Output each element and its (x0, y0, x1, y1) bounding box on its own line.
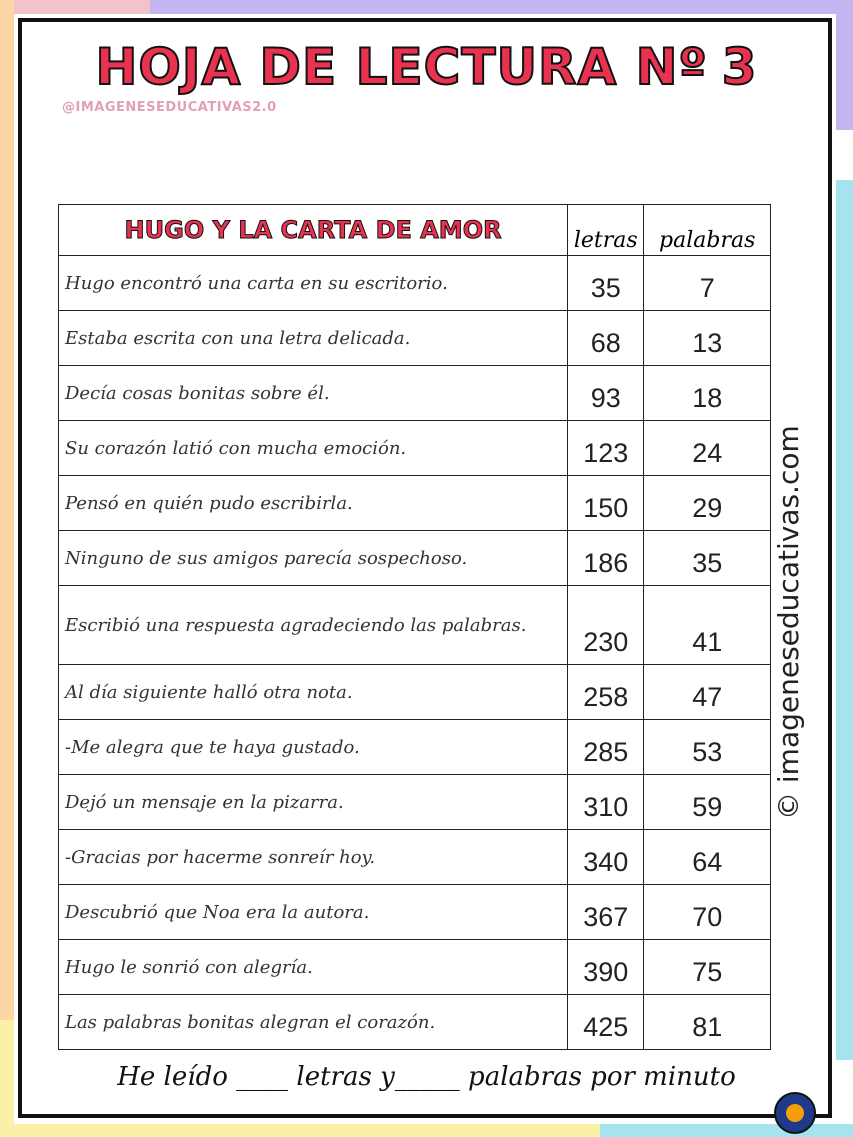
letters-count: 123 (568, 421, 644, 476)
sentence-cell: Decía cosas bonitas sobre él. (59, 366, 568, 421)
table-row (59, 366, 771, 421)
words-count: 29 (644, 476, 771, 531)
sentence-cell: Hugo le sonrió con alegría. (59, 940, 568, 995)
letters-count: 35 (568, 256, 644, 311)
watermark-site: © imageneseducativas.com (772, 425, 805, 820)
letters-count: 230 (568, 586, 644, 665)
words-count: 7 (644, 256, 771, 311)
sentence-cell: Pensó en quién pudo escribirla. (59, 476, 568, 531)
border-band-left-peach (0, 0, 14, 1020)
table-row (59, 256, 771, 311)
words-count: 47 (644, 665, 771, 720)
sentence-cell: Hugo encontró una carta en su escritorio. (59, 256, 568, 311)
words-count: 75 (644, 940, 771, 995)
reading-table (58, 204, 771, 1050)
letters-count: 340 (568, 830, 644, 885)
sentence-cell: -Gracias por hacerme sonreír hoy. (59, 830, 568, 885)
letters-count: 310 (568, 775, 644, 830)
letters-count: 93 (568, 366, 644, 421)
border-band-right-blue (836, 180, 853, 1060)
letters-count: 367 (568, 885, 644, 940)
words-count: 70 (644, 885, 771, 940)
letters-count: 390 (568, 940, 644, 995)
sentence-cell: -Me alegra que te haya gustado. (59, 720, 568, 775)
table-row (59, 775, 771, 830)
title-number: 3 (721, 38, 758, 96)
words-column-header: palabras (644, 205, 771, 256)
table-row (59, 311, 771, 366)
border-band-top-purple (150, 0, 853, 14)
table-row (59, 885, 771, 940)
sentence-cell: Escribió una respuesta agradeciendo las palabras. (59, 586, 568, 665)
words-count: 41 (644, 586, 771, 665)
table-body (59, 256, 771, 1050)
letters-count: 186 (568, 531, 644, 586)
table-row (59, 720, 771, 775)
letters-count: 258 (568, 665, 644, 720)
sentence-cell: Su corazón latió con mucha emoción. (59, 421, 568, 476)
sentence-cell: Ninguno de sus amigos parecía sospechoso. (59, 531, 568, 586)
reading-speed-line: He leído ____ letras y_____ palabras por minuto (117, 1062, 736, 1092)
words-count: 64 (644, 830, 771, 885)
sentence-cell: Estaba escrita con una letra delicada. (59, 311, 568, 366)
sentence-cell: Al día siguiente halló otra nota. (59, 665, 568, 720)
border-band-bottom-yellow (0, 1124, 600, 1137)
story-title: HUGO Y LA CARTA DE AMOR (59, 205, 568, 256)
page-title (0, 38, 853, 96)
table-row (59, 586, 771, 665)
words-count: 53 (644, 720, 771, 775)
sentence-cell: Descubrió que Noa era la autora. (59, 885, 568, 940)
words-count: 24 (644, 421, 771, 476)
letters-count: 68 (568, 311, 644, 366)
words-count: 81 (644, 995, 771, 1050)
letters-count: 285 (568, 720, 644, 775)
table-row (59, 421, 771, 476)
words-count: 59 (644, 775, 771, 830)
table-row (59, 995, 771, 1050)
table-row (59, 476, 771, 531)
table-row (59, 665, 771, 720)
sentence-cell: Las palabras bonitas alegran el corazón. (59, 995, 568, 1050)
letters-count: 150 (568, 476, 644, 531)
words-count: 13 (644, 311, 771, 366)
title-text: HOJA DE LECTURA Nº (95, 38, 708, 96)
sentence-cell: Dejó un mensaje en la pizarra. (59, 775, 568, 830)
table-row (59, 940, 771, 995)
table-row (59, 531, 771, 586)
table-row (59, 830, 771, 885)
border-band-bottom-blue (600, 1124, 853, 1137)
letters-count: 425 (568, 995, 644, 1050)
table-header-row (59, 205, 771, 256)
letters-column-header: letras (568, 205, 644, 256)
watermark-handle: @IMAGENESEDUCATIVAS2.0 (62, 100, 277, 115)
words-count: 35 (644, 531, 771, 586)
border-band-top-pink (0, 0, 150, 14)
words-count: 18 (644, 366, 771, 421)
brand-logo-icon (774, 1092, 816, 1134)
